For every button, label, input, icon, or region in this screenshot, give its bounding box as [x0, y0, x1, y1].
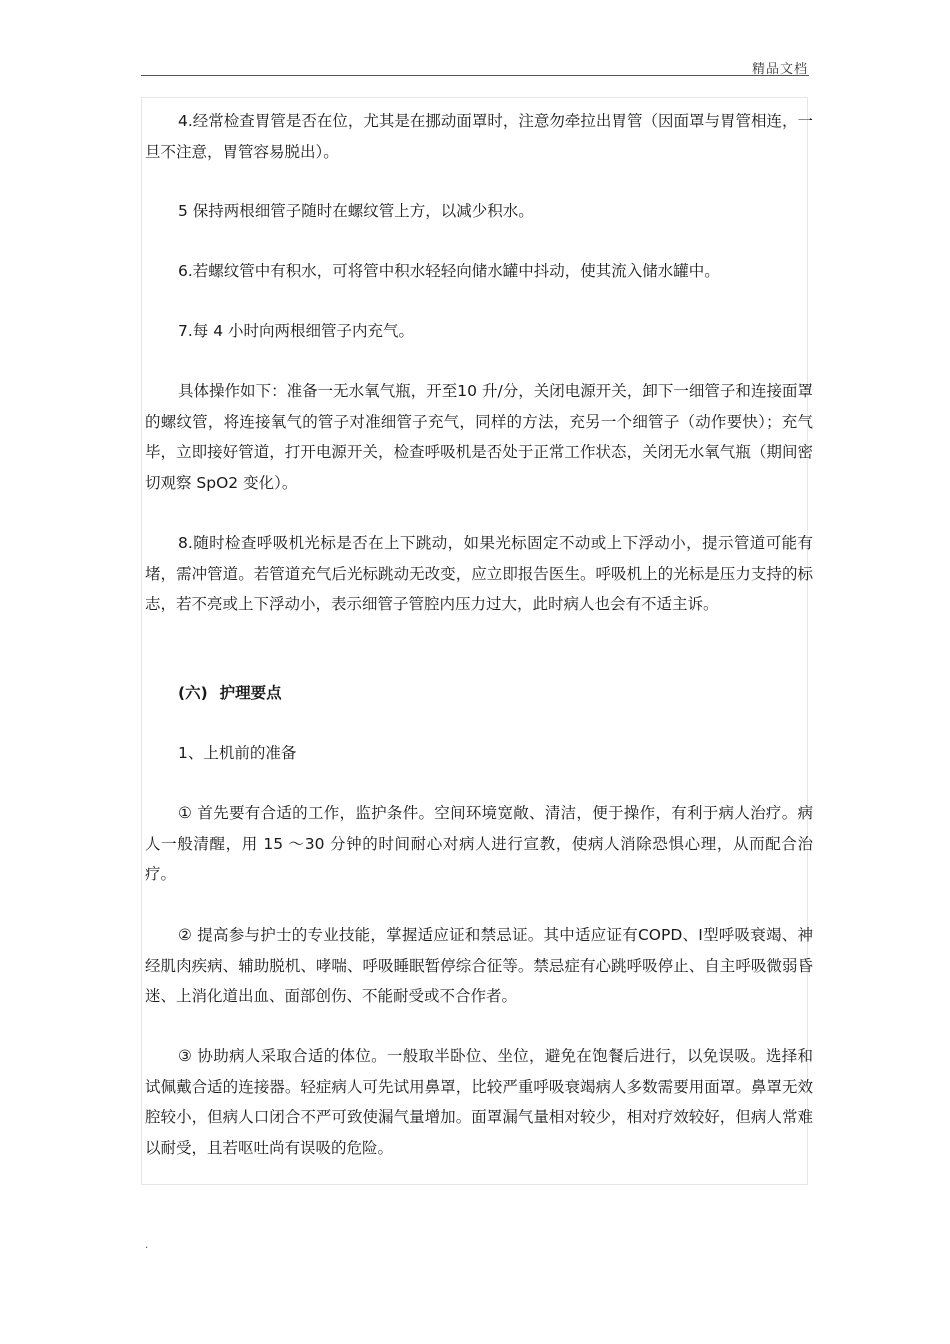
footer-mark: . — [145, 1240, 149, 1251]
section-title: 护理要点 — [219, 684, 282, 702]
header-label: 精品文档 — [751, 62, 808, 77]
paragraph-4: 4.经常检查胃管是否在位，尤其是在挪动面罩时，注意勿牵拉出胃管（因面罩与胃管相连，一旦不注意，胃管容易脱出）。 — [145, 112, 813, 161]
paragraph-6: 6.若螺纹管中有积水，可将管中积水轻轻向储水罐中抖动，使其流入储水罐中。 — [178, 262, 720, 280]
section-number: (六) — [178, 684, 208, 702]
item-1: ① 首先要有合适的工作，监护条件。空间环境宽敞、清洁，便于操作，有利于病人治疗。病人一般清醒，用 15 ～30 分钟的时间耐心对病人进行宣教，使病人消除恐惧心理，从而配合治疗。 — [145, 804, 813, 883]
paragraph-8: 8.随时检查呼吸机光标是否在上下跳动，如果光标固定不动或上下浮动小，提示管道可能有堵，需冲管道。若管道充气后光标跳动无改变，应立即报告医生。呼吸机上的光标是压力支持的标志，若不亮或上下浮动小，表示细管子管腔内压力过大，此时病人也会有不适主诉。 — [145, 534, 813, 613]
paragraph-7: 7.每 4 小时向两根细管子内充气。 — [178, 322, 415, 340]
paragraph-5: 5 保持两根细管子随时在螺纹管上方，以减少积水。 — [178, 202, 534, 220]
subheading-preparation: 1、上机前的准备 — [178, 744, 297, 762]
paragraph-procedure: 具体操作如下：准备一无水氧气瓶，开至10 升/分，关闭电源开关，卸下一细管子和连接面罩的螺纹管，将连接氧气的管子对准细管子充气，同样的方法，充另一个细管子（动作要快）；充气毕，立即接好管道，打开电源开关，检查呼吸机是否处于正常工作状态，关闭无水氧气瓶（期间密切观察 SpO2 变化）。 — [145, 382, 813, 492]
section-heading — [145, 678, 813, 709]
header-divider — [141, 75, 809, 76]
item-2: ② 提高参与护士的专业技能，掌握适应证和禁忌证。其中适应证有COPD、Ⅰ型呼吸衰竭、神经肌肉疾病、辅助脱机、哮喘、呼吸睡眠暂停综合征等。禁忌症有心跳呼吸停止、自主呼吸微弱昏迷、上消化道出血、面部创伤、不能耐受或不合作者。 — [145, 926, 813, 1005]
item-3: ③ 协助病人采取合适的体位。一般取半卧位、坐位，避免在饱餐后进行，以免误吸。选择和试佩戴合适的连接器。轻症病人可先试用鼻罩，比较严重呼吸衰竭病人多数需要用面罩。鼻罩无效腔较小，但病人口闭合不严可致使漏气量增加。面罩漏气量相对较少，相对疗效较好，但病人常难以耐受，且若呕吐尚有误吸的危险。 — [145, 1047, 813, 1157]
